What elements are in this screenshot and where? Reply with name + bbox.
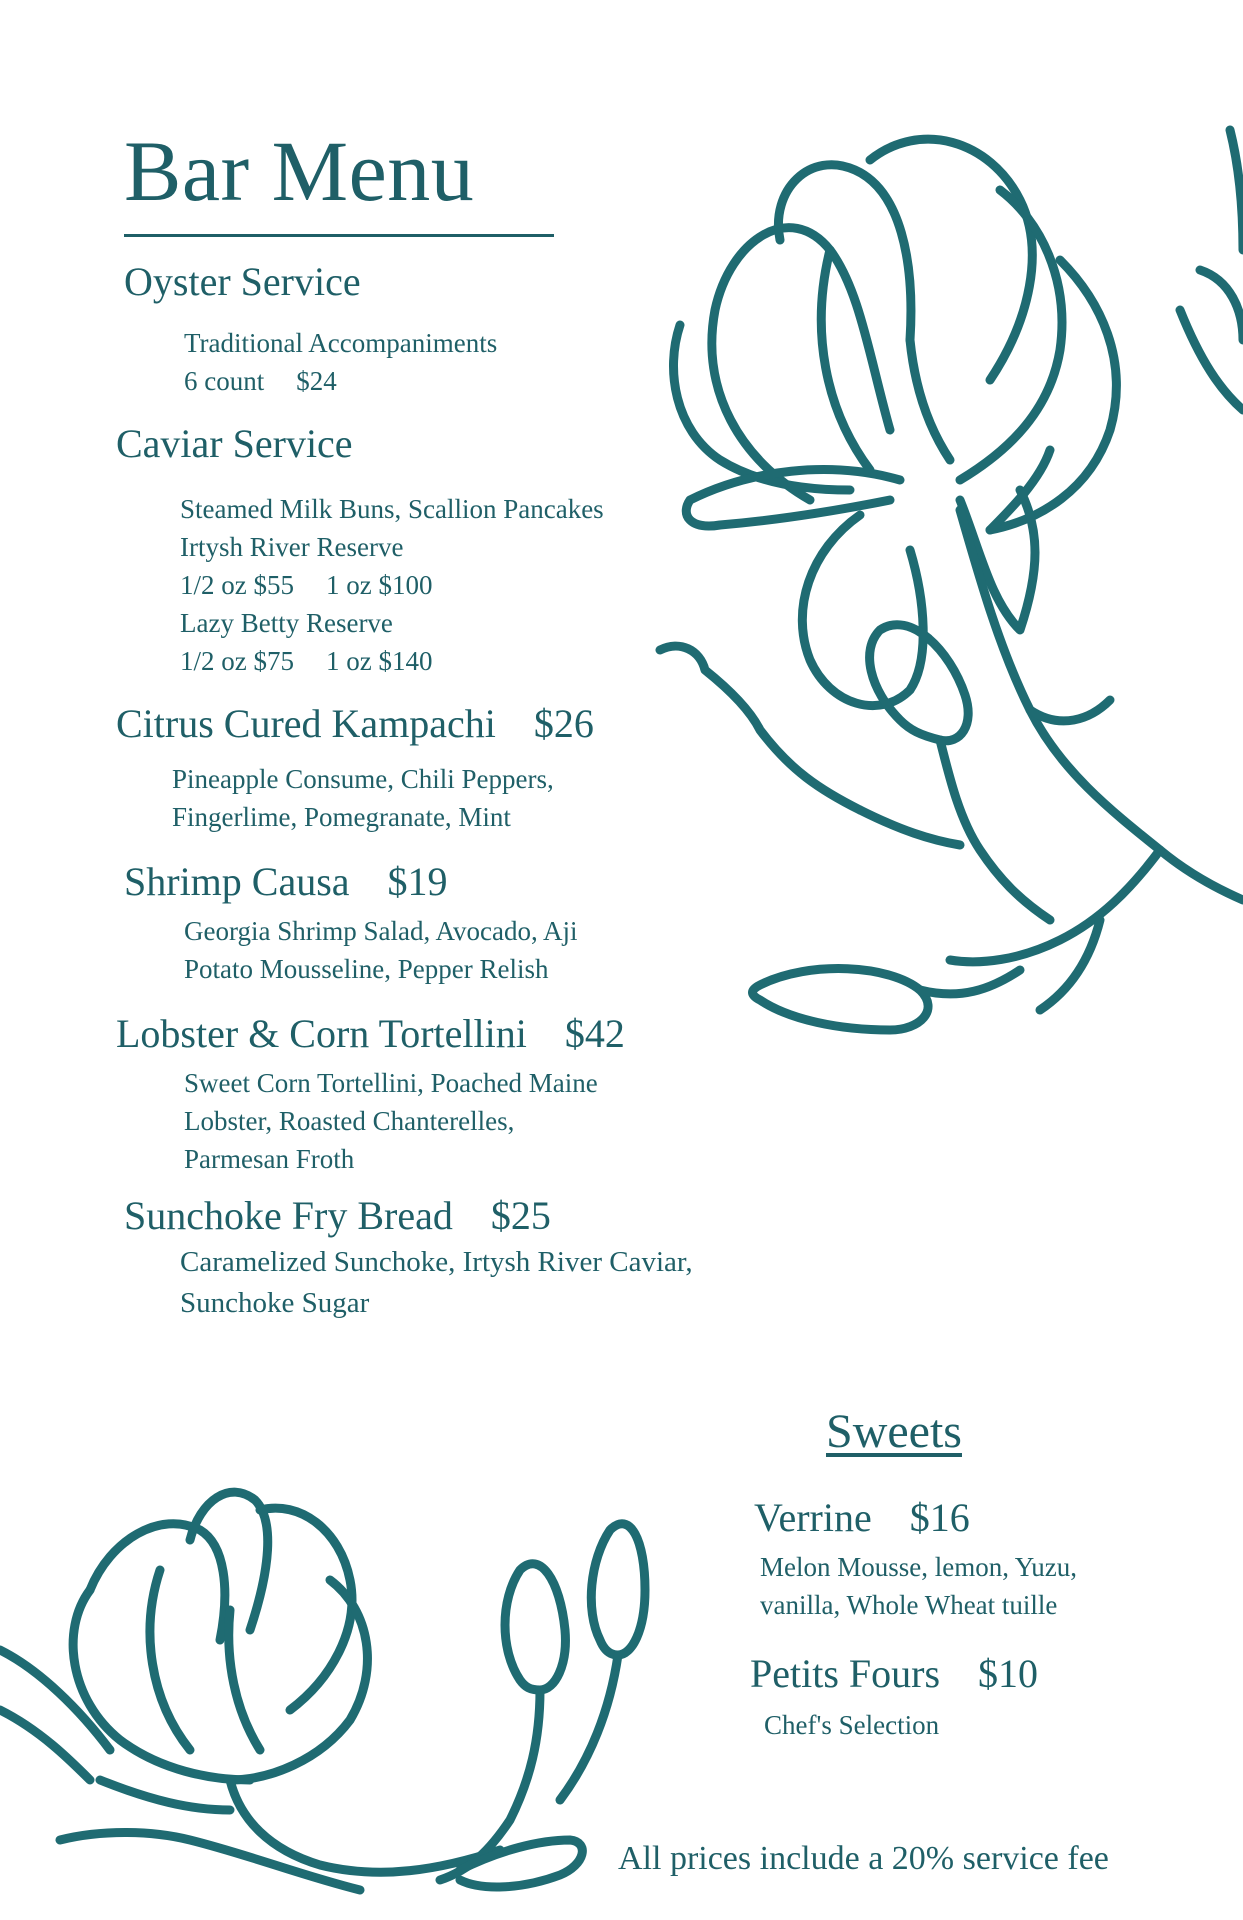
shrimp-causa-heading — [124, 860, 448, 904]
oyster-count: 6 count — [184, 366, 265, 396]
fry-bread-heading — [124, 1194, 551, 1238]
petits-fours-description: Chef's Selection — [764, 1710, 940, 1740]
verrine-heading — [754, 1496, 970, 1540]
caviar-reserve-half-price: 1/2 oz $75 — [180, 646, 294, 676]
verrine-description: vanilla, Whole Wheat tuille — [760, 1590, 1058, 1620]
verrine-price: $16 — [909, 1495, 970, 1540]
tortellini-price: $42 — [564, 1011, 625, 1056]
tortellini-description: Lobster, Roasted Chanterelles, — [184, 1106, 515, 1136]
verrine-name: Verrine — [754, 1495, 872, 1540]
oyster-description: Traditional Accompaniments — [184, 328, 498, 358]
magnolia-flower-illustration — [0, 1480, 660, 1920]
caviar-reserve-half-price: 1/2 oz $55 — [180, 570, 294, 600]
fry-bread-price: $25 — [490, 1193, 551, 1238]
page-title: Bar Menu — [124, 123, 475, 219]
service-fee-note: All prices include a 20% service fee — [618, 1840, 1109, 1877]
tortellini-heading — [116, 1012, 625, 1056]
caviar-service-heading: Caviar Service — [116, 421, 353, 466]
shrimp-causa-price: $19 — [387, 859, 448, 904]
kampachi-price: $26 — [533, 701, 594, 746]
fry-bread-description: Sunchoke Sugar — [180, 1287, 370, 1319]
kampachi-heading — [116, 702, 594, 746]
caviar-accompaniments: Steamed Milk Buns, Scallion Pancakes — [180, 494, 604, 524]
fry-bread-name: Sunchoke Fry Bread — [124, 1193, 453, 1238]
oyster-price: $24 — [296, 366, 337, 396]
caviar-reserve-prices — [180, 566, 432, 604]
caviar-reserve-name: Lazy Betty Reserve — [180, 608, 393, 638]
kampachi-description: Pineapple Consume, Chili Peppers, — [172, 764, 554, 794]
tortellini-description: Parmesan Froth — [184, 1144, 355, 1174]
petits-fours-name: Petits Fours — [750, 1651, 941, 1696]
caviar-reserve-name: Irtysh River Reserve — [180, 532, 404, 562]
oyster-count-price — [184, 362, 337, 400]
title-underline — [124, 234, 554, 237]
tortellini-name: Lobster & Corn Tortellini — [116, 1011, 527, 1056]
magnolia-branch-illustration — [660, 130, 1243, 1060]
shrimp-causa-description: Potato Mousseline, Pepper Relish — [184, 954, 549, 984]
kampachi-name: Citrus Cured Kampachi — [116, 701, 496, 746]
caviar-reserve-full-price: 1 oz $140 — [326, 646, 433, 676]
caviar-reserve-full-price: 1 oz $100 — [326, 570, 433, 600]
shrimp-causa-name: Shrimp Causa — [124, 859, 350, 904]
petits-fours-price: $10 — [978, 1651, 1039, 1696]
petits-fours-heading — [750, 1652, 1038, 1696]
verrine-description: Melon Mousse, lemon, Yuzu, — [760, 1552, 1077, 1582]
fry-bread-description: Caramelized Sunchoke, Irtysh River Caviar, — [180, 1246, 693, 1278]
tortellini-description: Sweet Corn Tortellini, Poached Maine — [184, 1068, 598, 1098]
sweets-heading: Sweets — [826, 1405, 962, 1458]
caviar-reserve-prices — [180, 642, 432, 680]
shrimp-causa-description: Georgia Shrimp Salad, Avocado, Aji — [184, 916, 578, 946]
oyster-service-heading: Oyster Service — [124, 259, 361, 304]
kampachi-description: Fingerlime, Pomegranate, Mint — [172, 802, 511, 832]
